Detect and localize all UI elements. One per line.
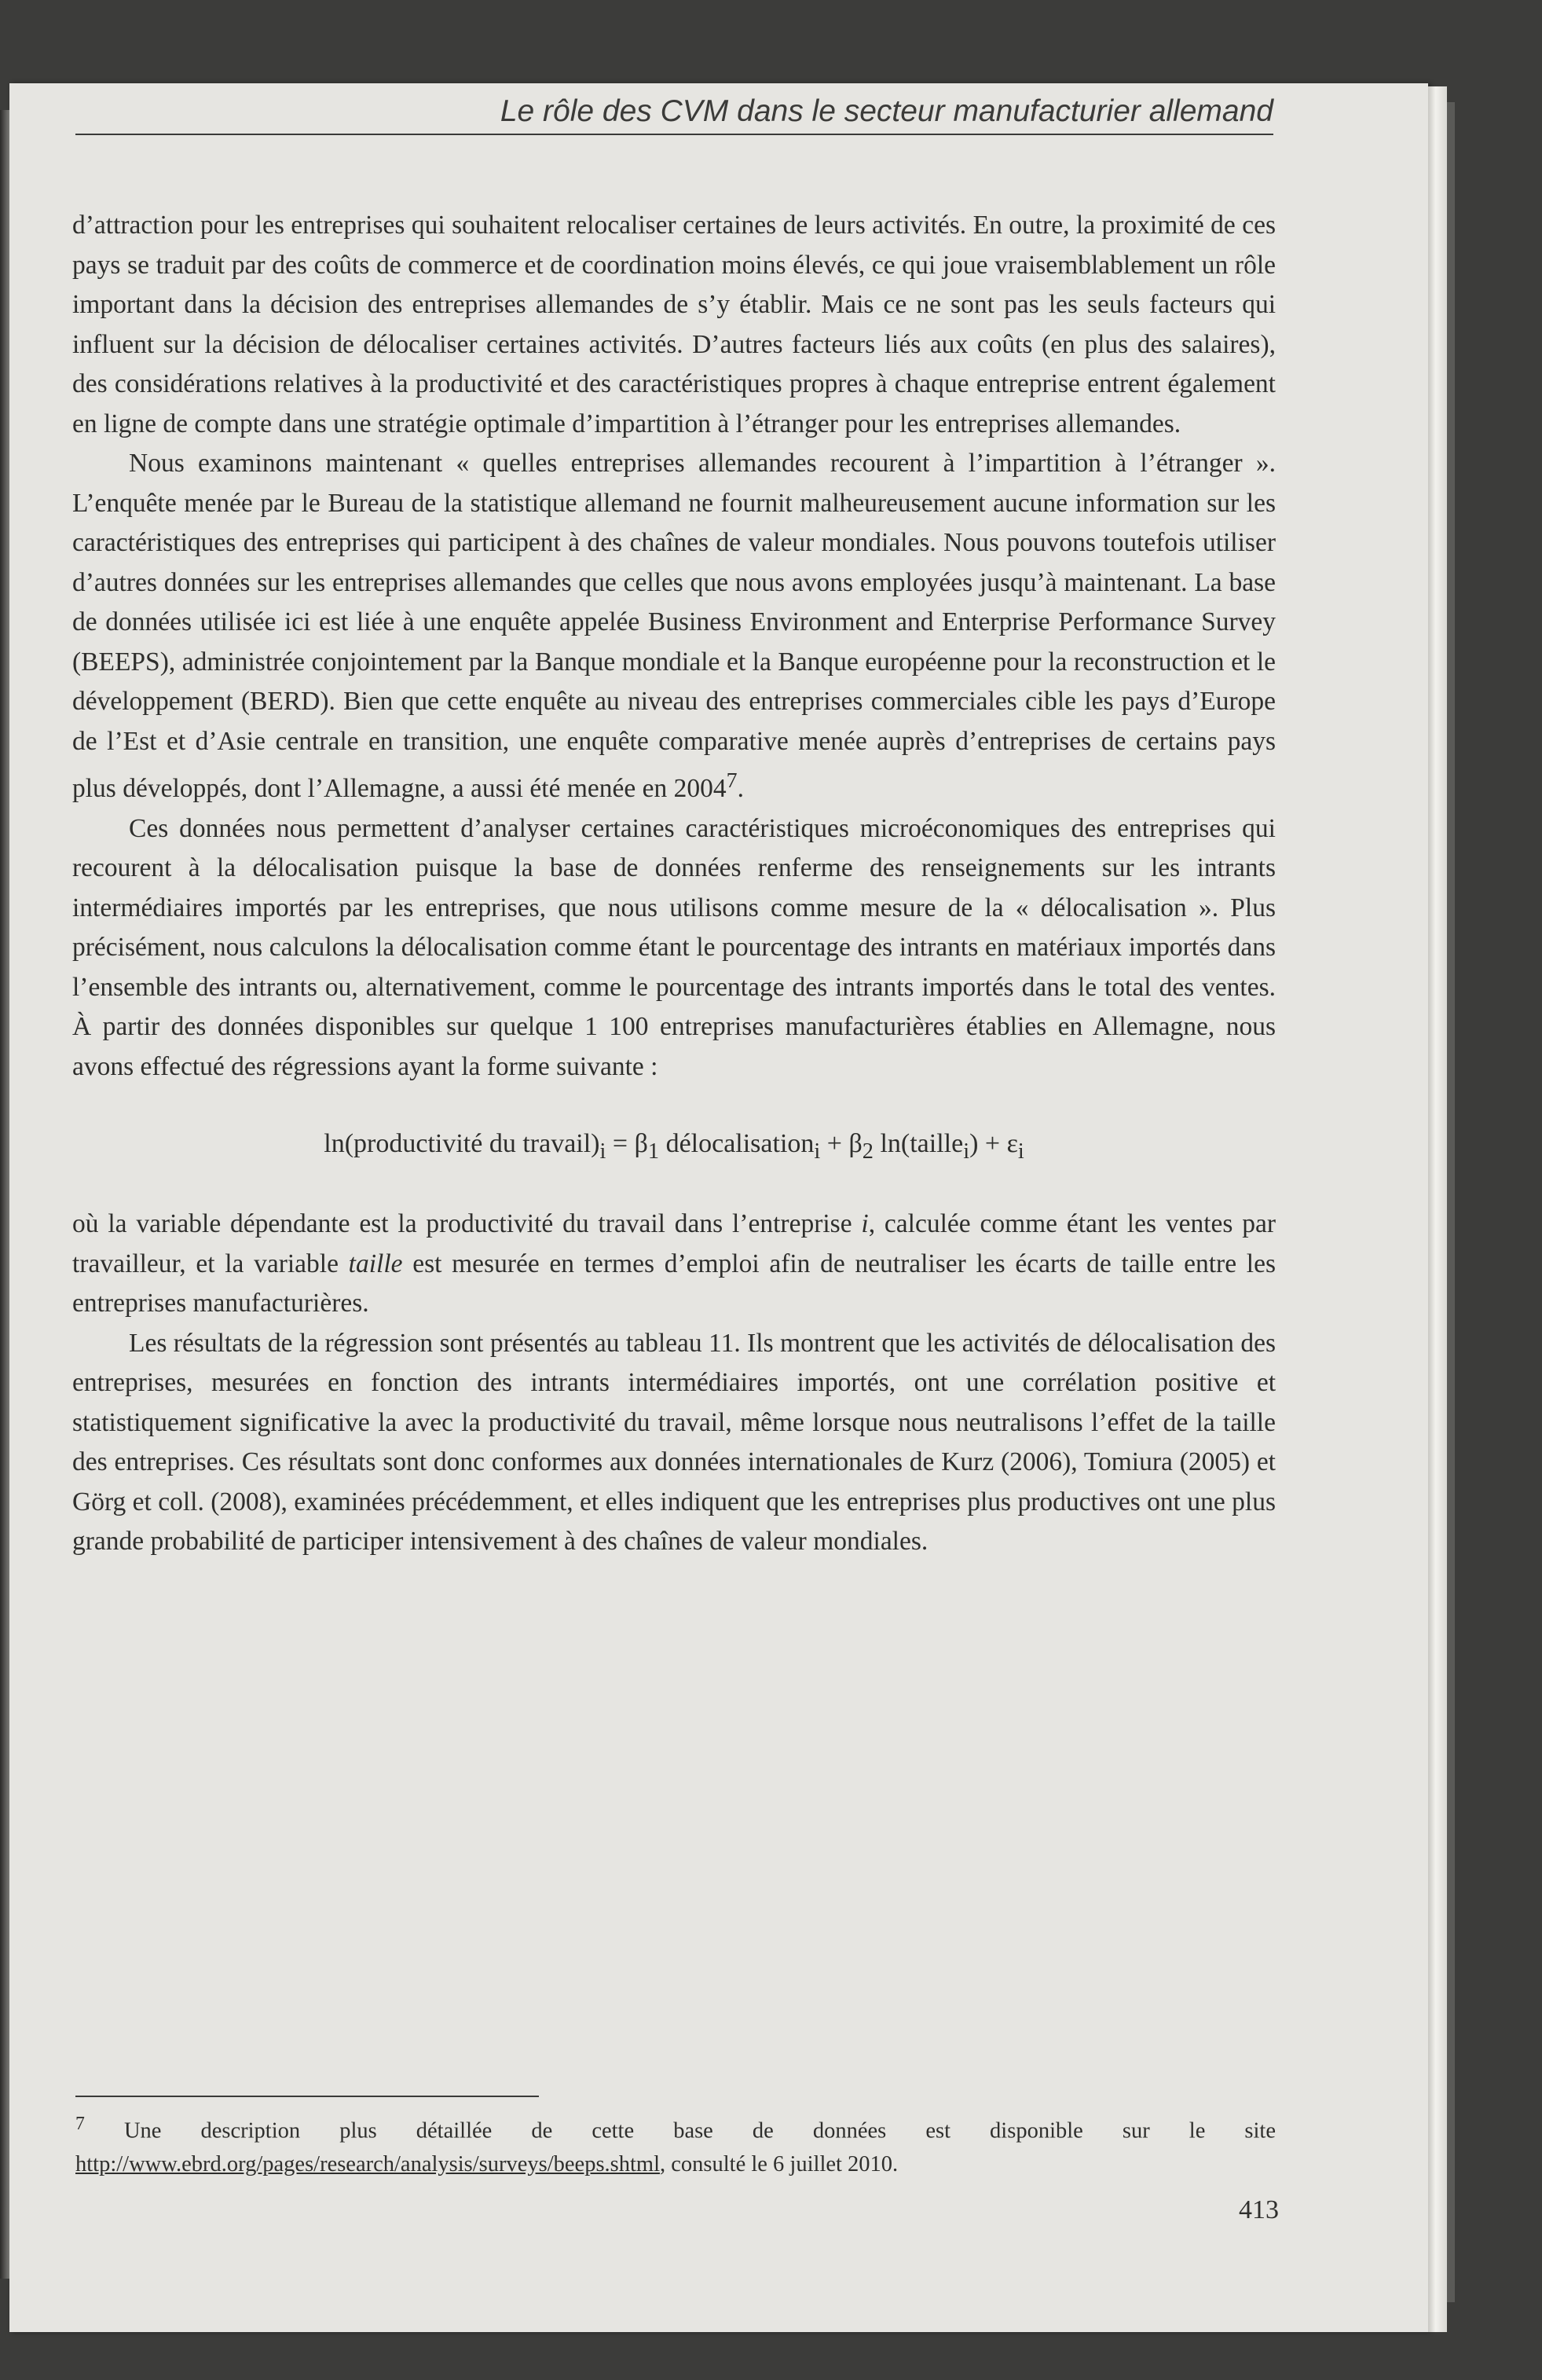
equation-subscript: i [963,1139,970,1164]
footnote-reference[interactable]: 7 [726,768,738,793]
footnote [75,2107,1276,2181]
book-cover-edge [1447,102,1455,2302]
footnote-link[interactable]: http://www.ebrd.org/pages/research/analysis/surveys/beeps.shtml [75,2151,661,2176]
paragraph-4-part3: est mesurée en termes d’emploi afin de neutraliser les écarts de taille entre les entreprises manufacturières. [72,1249,1276,1318]
regression-equation [72,1124,1276,1172]
equation-subscript: i [599,1139,606,1164]
equation-term2: ln(taille [873,1129,964,1159]
equation-plus: + [820,1129,849,1159]
equation-subscript: i [814,1139,821,1164]
body-text [72,206,1276,1562]
page-number: 413 [1239,2195,1279,2224]
paragraph-4 [72,1205,1276,1324]
equation-term2-close: ) [969,1129,979,1159]
equation-epsilon: + ε [978,1129,1018,1159]
running-head: Le rôle des CVM dans le secteur manufacturier allemand [75,94,1273,135]
paragraph-2-end: . [737,774,744,804]
equation-beta2: β [848,1129,863,1159]
paragraph-2 [72,444,1276,809]
paragraph-4-part2: , calculée comme étant les ventes par travailleur, et la variable [72,1209,1276,1278]
equation-beta2-sub: 2 [862,1139,874,1164]
equation-lhs: ln(productivité du travail) [324,1129,600,1159]
paragraph-3: Ces données nous permettent d’analyser certaines caractéristiques microéconomiques des entreprises qui recourent à la délocalisation puisque la base de données renferme des renseignements sur les intrants intermédiaires importés par les entreprises, que nous utilisons comme mesure de la « délocalisation ». Plus précisément, nous calculons la délocalisation comme étant le pourcentage des intrants en matériaux importés dans l’ensemble des intrants ou, alternativement, comme le pourcentage des intrants importés dans le total des ventes. À partir des données disponibles sur quelque 1 100 entreprises manufacturières établies en Allemagne, nous avons effectué des régressions ayant la forme suivante : [72,813,1276,1081]
footnote-tail: , consulté le 6 juillet 2010. [660,2151,899,2176]
paragraph-2-text: Nous examinons maintenant « quelles entreprises allemandes recourent à l’impartition à l’étranger ». L’enquête menée par le Bureau de la statistique allemand ne fournit malheureusement aucune information sur les caractéristiques des entreprises qui participent à des chaînes de valeur mondiales. Nous pouvons toutefois utiliser d’autres données sur les entreprises allemandes que celles que nous avons employées jusqu’à maintenant. La base de données utilisée ici est liée à une enquête appelée Business Environment and Enterprise Performance Survey (BEEPS), administrée conjointement par la Banque mondiale et la Banque européenne pour la reconstruction et le développement (BERD). Bien que cette enquête au niveau des entreprises commerciales cible les pays d’Europe de l’Est et d’Asie centrale en transition, une enquête comparative menée auprès d’entreprises de certains pays plus développés, dont l’Allemagne, a aussi été menée en 2004 [72,449,1276,804]
paragraph-4-part1: où la variable dépendante est la productivité du travail dans l’entreprise [72,1209,862,1239]
variable-taille: taille [348,1249,403,1278]
paragraph-1: d’attraction pour les entreprises qui souhaitent relocaliser certaines de leurs activités. En outre, la proximité de ces pays se traduit par des coûts de commerce et de coordination moins élevés, ce qui joue vraisemblablement un rôle important dans la décision des entreprises allemandes de s’y établir. Mais ce ne sont pas les seuls facteurs qui influent sur la décision de délocaliser certaines activités. D’autres facteurs liés aux coûts (en plus des salaires), des considérations relatives à la productivité et des caractéristiques propres à chaque entreprise entrent également en ligne de compte dans une stratégie optimale d’impartition à l’étranger pour les entreprises allemandes. [72,211,1276,438]
footnote-divider [75,2096,539,2097]
equation-equals: = [606,1129,635,1159]
equation-beta1-sub: 1 [647,1139,660,1164]
equation-beta1: β [634,1129,648,1159]
variable-i: i [861,1209,869,1239]
footnote-text: Une description plus détaillée de cette base de données est disponible sur le site [84,2118,1276,2143]
paragraph-5: Les résultats de la régression sont présentés au tableau 11. Ils montrent que les activités de délocalisation des entreprises, mesurées en fonction des intrants intermédiaires importés, ont une corrélation positive et statistiquement significative la avec la productivité du travail, même lorsque nous neutralisons l’effet de la taille des entreprises. Ces résultats sont donc conformes aux données internationales de Kurz (2006), Tomiura (2005) et Görg et coll. (2008), examinées précédemment, et elles indiquent que les entreprises plus productives ont une plus grande probabilité de participer intensivement à des chaînes de valeur mondiales. [72,1328,1276,1557]
equation-epsilon-sub: i [1017,1139,1024,1164]
footnote-marker: 7 [75,2114,85,2134]
page-stack-edge [1428,86,1447,2332]
equation-term1: délocalisation [659,1129,815,1159]
